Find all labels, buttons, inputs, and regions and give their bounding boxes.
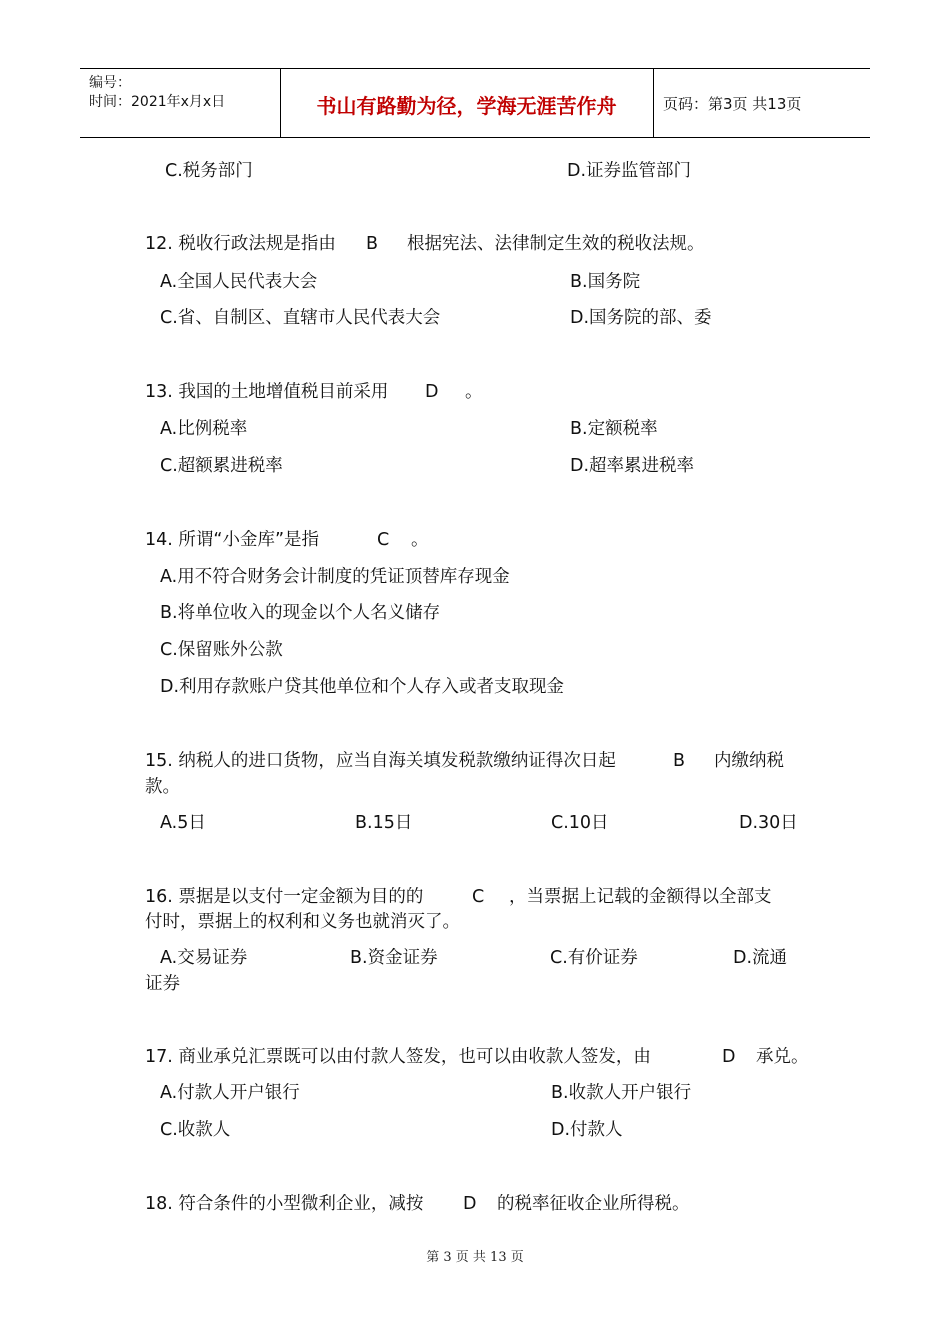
question-text-line2: 款。	[145, 777, 180, 797]
answer: B	[366, 234, 379, 254]
option-d: D.流通	[733, 948, 788, 968]
option-d: D.30日	[739, 813, 798, 833]
page-header	[80, 68, 870, 138]
question-text-tail: 内缴纳税	[714, 751, 784, 771]
answer: B	[673, 751, 686, 771]
option-c: C.收款人	[160, 1120, 231, 1140]
time-label: 时间：2021年x月x日	[89, 94, 226, 110]
option-a: A.全国人民代表大会	[160, 272, 318, 292]
option-b: B.收款人开户银行	[551, 1083, 692, 1103]
option-b: B.15日	[355, 813, 413, 833]
option-b: B.定额税率	[570, 419, 658, 439]
option-a: A.付款人开户银行	[160, 1083, 300, 1103]
answer: C	[377, 530, 390, 550]
question-text: 13. 我国的土地增值税目前采用	[145, 382, 389, 402]
page-footer: 第 3 页 共 13 页	[426, 1250, 524, 1265]
option-d: D.证券监管部门	[567, 161, 692, 181]
number-label: 编号：	[89, 75, 131, 91]
option-c: C.保留账外公款	[160, 640, 283, 660]
option-c: C.省、自制区、直辖市人民代表大会	[160, 308, 441, 328]
option-b: B.国务院	[570, 272, 641, 292]
question-text-tail: 的税率征收企业所得税。	[497, 1194, 690, 1214]
question-text-tail: 。	[411, 530, 429, 550]
option-d-line2: 证券	[145, 974, 180, 994]
option-a: A.用不符合财务会计制度的凭证顶替库存现金	[160, 567, 510, 587]
option-b: B.资金证券	[350, 948, 438, 968]
header-motto-cell	[280, 69, 654, 137]
question-text-tail: 。	[465, 382, 483, 402]
answer: C	[472, 887, 485, 907]
question-text: 12. 税收行政法规是指由	[145, 234, 336, 254]
option-d: D.国务院的部、委	[570, 308, 712, 328]
question-text: 15. 纳税人的进口货物，应当自海关填发税款缴纳证得次日起	[145, 751, 616, 771]
answer: D	[463, 1194, 477, 1214]
question-text-tail: ，当票据上记载的金额得以全部支	[509, 887, 772, 907]
question-text: 16. 票据是以支付一定金额为目的的	[145, 887, 424, 907]
option-c: C.10日	[551, 813, 609, 833]
header-page-cell	[653, 69, 870, 137]
option-d: D.超率累进税率	[570, 456, 695, 476]
question-text-tail: 根据宪法、法律制定生效的税收法规。	[407, 234, 705, 254]
option-c: C.税务部门	[165, 161, 253, 181]
question-text: 17. 商业承兑汇票既可以由付款人签发，也可以由收款人签发，由	[145, 1047, 651, 1067]
option-c: C.有价证券	[550, 948, 638, 968]
option-c: C.超额累进税率	[160, 456, 283, 476]
page-number-label: 页码：第3页 共13页	[663, 95, 802, 113]
question-text-line2: 付时，票据上的权利和义务也就消灭了。	[145, 912, 460, 932]
motto: 书山有路勤为径，学海无涯苦作舟	[316, 94, 617, 118]
header-meta-cell	[80, 69, 281, 137]
answer: D	[722, 1047, 736, 1067]
answer: D	[425, 382, 439, 402]
question-text-tail: 承兑。	[756, 1047, 809, 1067]
option-d: D.利用存款账户贷其他单位和个人存入或者支取现金	[160, 677, 565, 697]
option-d: D.付款人	[551, 1120, 623, 1140]
option-b: B.将单位收入的现金以个人名义储存	[160, 603, 441, 623]
option-a: A.比例税率	[160, 419, 248, 439]
option-a: A.交易证券	[160, 948, 248, 968]
question-text: 18. 符合条件的小型微利企业，减按	[145, 1194, 424, 1214]
question-text: 14. 所谓“小金库”是指	[145, 530, 320, 550]
option-a: A.5日	[160, 813, 206, 833]
